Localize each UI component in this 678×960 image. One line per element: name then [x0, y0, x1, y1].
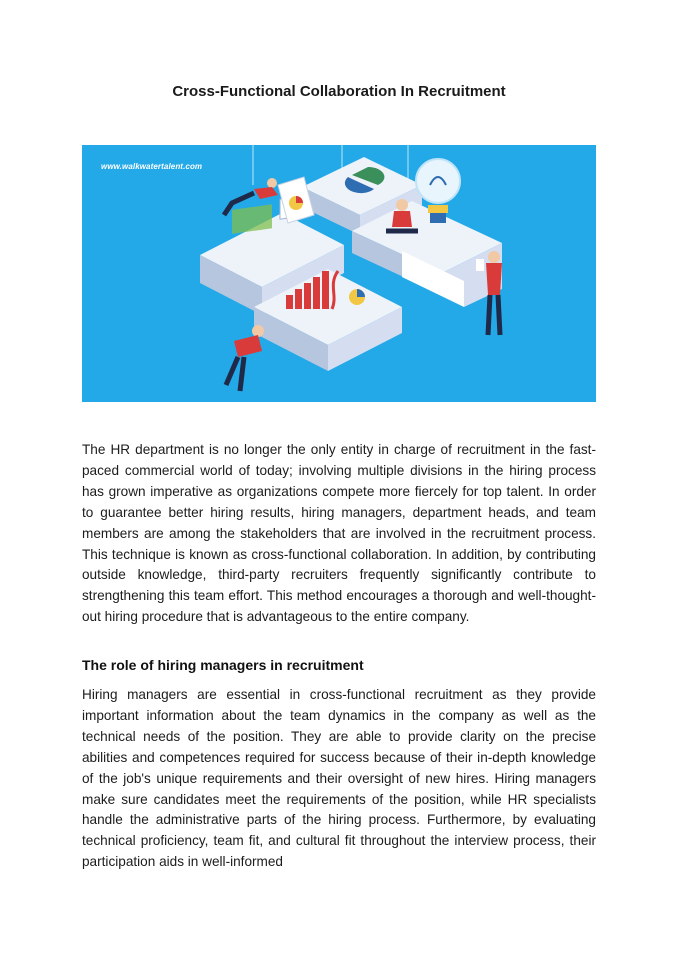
watermark-url: www.walkwatertalent.com: [101, 162, 203, 171]
hero-illustration: [82, 145, 596, 402]
section-heading: The role of hiring managers in recruitment: [82, 657, 364, 673]
intro-paragraph: The HR department is no longer the only entity in charge of recruitment in the fast-paced commercial world of today; involving multiple divisions in the hiring process has grown imperative as organizations compete more fiercely for top talent. In order to guarantee better hiring results, hiring managers, department heads, and team members are among the stakeholders that are involved in the recruitment process. This technique is known as cross-functional collaboration. In addition, by contributing outside knowledge, third-party recruiters frequently significantly contribute to strengthening this team effort. This method encourages a thorough and well-thought-out hiring procedure that is advantageous to the entire company.: [82, 442, 596, 625]
hiring-managers-paragraph: Hiring managers are essential in cross-functional recruitment as they provide important information about the team dynamics in the company as well as the technical needs of the position. They are able to provide clarity on the precise abilities and competences required for success because of their in-depth knowledge of the job's unique requirements and their oversight of new hires. Hiring managers make sure candidates meet the requirements of the position, while HR specialists handle the administrative parts of the hiring process. Furthermore, by evaluating technical proficiency, team fit, and cultural fit throughout the interview process, their participation aids in well-informed: [82, 687, 596, 870]
person-pushing: [226, 325, 264, 391]
page-title: Cross-Functional Collaboration In Recruitment: [172, 83, 506, 100]
collaboration-illustration: [82, 145, 596, 402]
